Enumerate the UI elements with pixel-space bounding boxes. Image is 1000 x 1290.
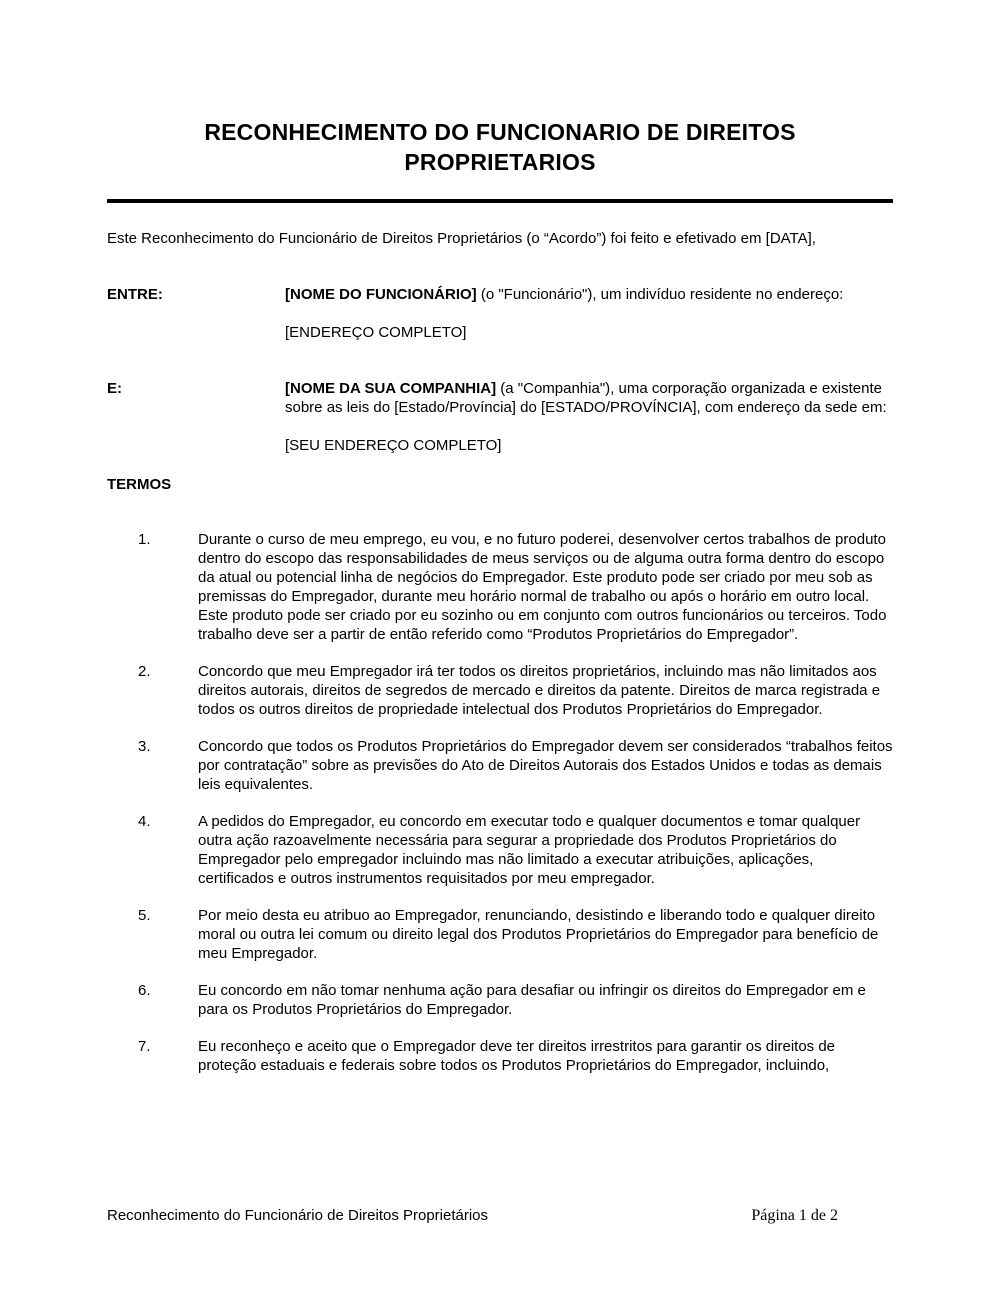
footer-document-title: Reconhecimento do Funcionário de Direitos Proprietários	[107, 1207, 489, 1224]
term-item	[107, 1037, 893, 1075]
party-name: [NOME DA SUA COMPANHIA]	[285, 380, 497, 397]
term-text: Concordo que todos os Produtos Proprietários do Empregador devem ser considerados “trabalhos feitos por contratação” sobre as previsões do Ato de Direitos Autorais dos Estados Unidos e todas as demais leis equivalentes.	[198, 738, 893, 793]
party-address: [ENDEREÇO COMPLETO]	[285, 324, 467, 341]
term-text: Concordo que meu Empregador irá ter todos os direitos proprietários, incluindo mas não limitados aos direitos autorais, direitos de segredos de mercado e direitos da patente. Direitos de marca registrada e todos os outros direitos de propriedade intelectual dos Produtos Proprietários do Empregador.	[198, 663, 881, 718]
term-item	[107, 530, 893, 644]
footer-page-number: Página 1 de 2	[751, 1207, 838, 1224]
party-block-entre	[107, 285, 893, 342]
party-name: [NOME DO FUNCIONÁRIO]	[285, 286, 477, 303]
intro-paragraph: Este Reconhecimento do Funcionário de Direitos Proprietários (o “Acordo”) foi feito e efetivado em [DATA],	[107, 230, 816, 247]
term-text: Por meio desta eu atribuo ao Empregador, renunciando, desistindo e liberando todo e qualquer direito moral ou outra lei comum ou direito legal dos Produtos Proprietários do Empregador para benefício de meu Empregador.	[198, 907, 879, 962]
term-number: 7.	[138, 1038, 151, 1055]
party-label: ENTRE:	[107, 286, 163, 303]
party-description: (a "Companhia"), uma corporação organizada e existente sobre as leis do [Estado/Província] do [ESTADO/PROVÍNCIA], com endereço da sede em:	[285, 380, 887, 416]
terms-list	[107, 530, 893, 1075]
term-item	[107, 812, 893, 888]
terms-heading: TERMOS	[107, 476, 172, 493]
term-text: A pedidos do Empregador, eu concordo em executar todo e qualquer documentos e tomar qualquer outra ação razoavelmente necessária para segurar a propriedade dos Produtos Proprietários do Empregador pelo empregador incluindo mas não limitado a executar atribuições, aplicações, certificados e outros instrumentos requisitados por meu empregador.	[198, 813, 861, 887]
page-title: RECONHECIMENTO DO FUNCIONARIO DE DIREITOS PROPRIETARIOS	[204, 119, 796, 175]
term-text: Durante o curso de meu emprego, eu vou, e no futuro poderei, desenvolver certos trabalhos de produto dentro do escopo das responsabilidades de meus serviços ou de alguma outra forma dentro do escopo da atual ou potencial linha de negócios do Empregador. Este produto pode ser criado por meu sob as premissas do Empregador, durante meu horário normal de trabalho ou após o horário em outro local. Este produto pode ser criado por eu sozinho ou em conjunto com outros funcionários ou terceiros. Todo trabalho deve ser a partir de então referido como “Produtos Proprietários do Empregador”.	[198, 531, 887, 643]
term-number: 4.	[138, 813, 151, 830]
term-item	[107, 662, 893, 719]
party-address: [SEU ENDEREÇO COMPLETO]	[285, 437, 502, 454]
term-item	[107, 737, 893, 794]
term-number: 5.	[138, 907, 151, 924]
party-block-e	[107, 379, 893, 455]
party-text	[285, 285, 893, 304]
term-text: Eu concordo em não tomar nenhuma ação para desafiar ou infringir os direitos do Empregador em e para os Produtos Proprietários do Empregador.	[198, 982, 866, 1018]
term-number: 2.	[138, 663, 151, 680]
term-number: 1.	[138, 531, 151, 548]
term-item	[107, 981, 893, 1019]
party-label: E:	[107, 380, 122, 397]
party-content	[285, 285, 893, 342]
term-item	[107, 906, 893, 963]
title-divider	[107, 199, 893, 203]
party-content	[285, 379, 893, 455]
party-text	[285, 379, 893, 417]
term-number: 6.	[138, 982, 151, 999]
term-text: Eu reconheço e aceito que o Empregador deve ter direitos irrestritos para garantir os direitos de proteção estaduais e federais sobre todos os Produtos Proprietários do Empregador, incluindo,	[198, 1038, 836, 1074]
page-footer	[107, 1206, 893, 1225]
party-description: (o "Funcionário"), um indivíduo residente no endereço:	[476, 286, 844, 303]
term-number: 3.	[138, 738, 151, 755]
